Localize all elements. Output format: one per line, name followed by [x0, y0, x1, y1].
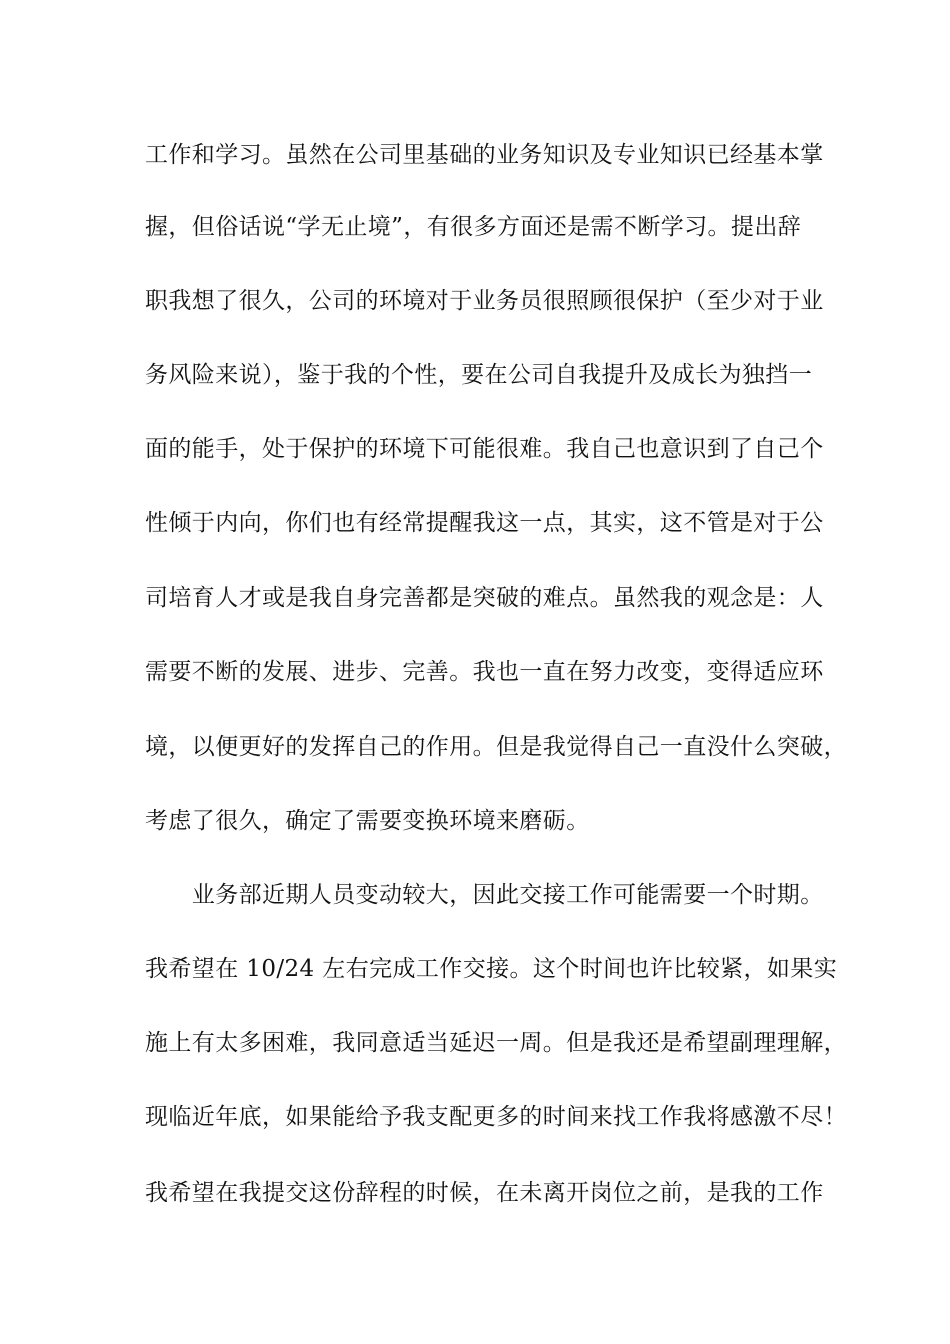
text-line: 务风险来说），鉴于我的个性，要在公司自我提升及成长为独挡一	[145, 362, 813, 388]
text-line: 工作和学习。虽然在公司里基础的业务知识及专业知识已经基本掌	[145, 142, 824, 168]
text-line: 职我想了很久，公司的环境对于业务员很照顾很保护（至少对于业	[145, 288, 824, 314]
text-line: 现临近年底，如果能给予我支配更多的时间来找工作我将感激不尽！	[145, 1104, 847, 1130]
text-line: 业务部近期人员变动较大，因此交接工作可能需要一个时期。	[145, 882, 824, 908]
text-line: 境，以便更好的发挥自己的作用。但是我觉得自己一直没什么突破，	[145, 734, 847, 760]
text-line: 需要不断的发展、进步、完善。我也一直在努力改变，变得适应环	[145, 659, 824, 685]
text-line: 性倾于内向，你们也有经常提醒我这一点，其实，这不管是对于公	[145, 510, 824, 536]
text-line: 我希望在 10/24 左右完成工作交接。这个时间也许比较紧，如果实	[145, 956, 838, 982]
text-line: 我希望在我提交这份辞程的时候，在未离开岗位之前，是我的工作	[145, 1180, 824, 1206]
text-line: 握，但俗话说“学无止境”，有很多方面还是需不断学习。提出辞	[145, 214, 802, 240]
text-line: 司培育人才或是我自身完善都是突破的难点。虽然我的观念是：人	[145, 585, 824, 611]
text-line: 面的能手，处于保护的环境下可能很难。我自己也意识到了自己个	[145, 436, 824, 462]
text-line: 施上有太多困难，我同意适当延迟一周。但是我还是希望副理理解，	[145, 1030, 847, 1056]
text-line: 考虑了很久，确定了需要变换环境来磨砺。	[145, 808, 590, 834]
